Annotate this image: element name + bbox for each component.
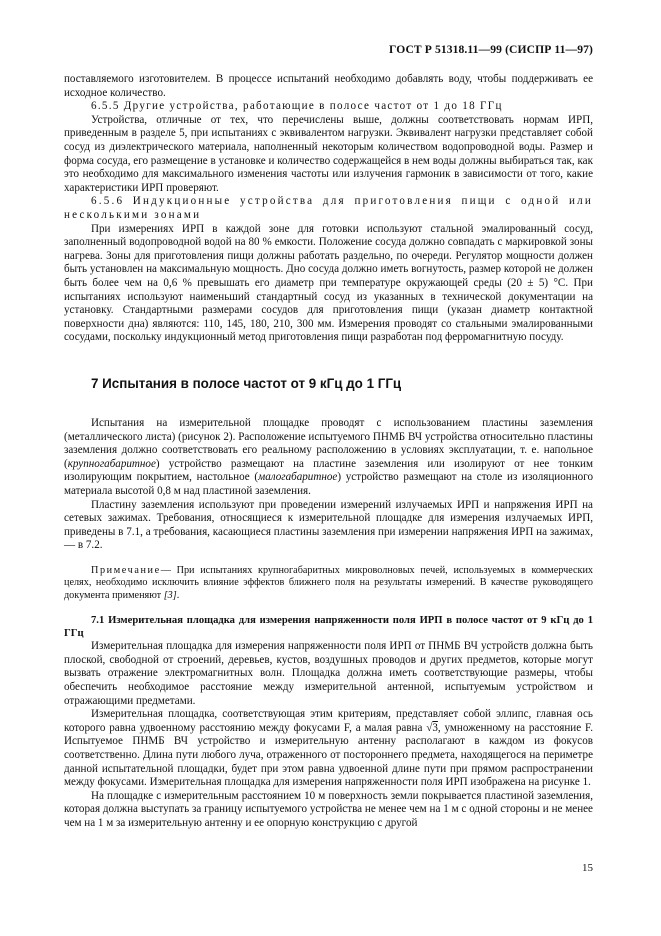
subsection-6-5-6-text: При измерениях ИРП в каждой зоне для готовки используют стальной эмалированный сосуд, заполненный водопроводной водой на 80 % емкости. Положение сосуда должно совпадать с маркировкой зоны нагрева. Зоны для приготовления пищи должны работать раздельно, по очереди. Регулятор мощности должен быть установлен на максимальную мощность. Дно сосуда должно иметь вогнутость, размер которой не должен быть более чем на 0,6 % превышать его диаметр при температуре окружающей среды (20 ± 5) °С. При испытаниях используют наименьший стандартный сосуд из указанных в технической документации на установку. Стандартными размерами сосудов для приготовления пищи (указан диаметр контактной поверхности дна) являются: 110, 145, 180, 210, 300 мм. Измерения проводят со стальными эмалированными сосудами, поскольку индукционный метод приготовления пищи разработан под ферромагнитную посуду. xyxy=(64,222,593,344)
section-7-paragraph-1: Испытания на измерительной площадке проводят с использованием пластины заземления (металлического листа) (рисунок 2). Расположение испытуемого ПНМБ ВЧ устройства относительно пластины заземления должно соответствовать его реальному расположению в условиях эксплуатации, т. е. напольное (крупногабаритное) устройство размещают на пластине заземления или изолируют от нее тонким изолирующим покрытием, настольное (малогабаритное) устройство размещают на столе из изоляционного материала высотой 0,8 м над пластиной заземления. xyxy=(64,417,593,497)
note-label: Примечание xyxy=(91,564,161,576)
subsection-6-5-6-heading: 6.5.6 Индукционные устройства для приготовления пищи с одной или несколькими зонами xyxy=(64,195,593,221)
section-7-body xyxy=(64,417,593,830)
paragraph-continuation: поставляемого изготовителем. В процессе испытаний необходимо добавлять воду, чтобы поддерживать ее исходное количество. xyxy=(64,73,593,99)
top-section xyxy=(64,73,593,345)
running-header: ГОСТ Р 51318.11—99 (СИСПР 11—97) xyxy=(389,43,593,56)
subsection-7-1-heading: 7.1 Измерительная площадка для измерения напряженности поля ИРП в полосе частот от 9 кГц до 1 ГГц xyxy=(64,615,593,640)
section-7-paragraph-2: Пластину заземления используют при проведении измерений излучаемых ИРП и напряжения ИРП на сетевых зажимах. Требования, относящиеся к измерительной площадке для измерения излучаемых ИРП, приведены в 7.1, а требования, касающиеся пластины заземления при измерении напряжения ИРП на зажимах, — в 7.2. xyxy=(64,498,593,552)
subsection-7-1-paragraph-1: Измерительная площадка для измерения напряженности поля ИРП от ПНМБ ВЧ устройств должна быть плоской, свободной от строений, деревьев, кустов, воздушных проводов и других предметов, которые могут вызвать отражение электромагнитных волн. Площадка должна иметь соответствующие размеры, чтобы обеспечить необходимое расстояние между измерительной антенной, испытуемым устройством и отражающими предметами. xyxy=(64,640,593,707)
subsection-6-5-5-text: Устройства, отличные от тех, что перечислены выше, должны соответствовать нормам ИРП, приведенным в разделе 5, при испытаниях с эквивалентом нагрузки. Эквивалент нагрузки представляет собой сосуд из диэлектрического материала, наполненный некоторым количеством водопроводной воды. Размер и форма сосуда, его размещение в установке и количество содержащейся в нем воды должны выбираться так, как это необходимо для максимального изменения частоты или излучения гармоник в зависимости от того, какие характеристики ИРП проверяют. xyxy=(64,113,593,194)
subsection-7-1-paragraph-3: На площадке с измерительным расстоянием 10 м поверхность земли покрывается пластиной заземления, которая должна выступать за границу испытуемого устройства не менее чем на 1 м с одной стороны и не менее чем на 1 м за измерительную антенну и ее опорную конструкцию с другой xyxy=(64,789,593,829)
subsection-7-1-paragraph-2: Измерительная площадка, соответствующая этим критериям, представляет собой эллипс, главная ось которого равна удвоенному расстоянию между фокусами F, а малая равна √3, умноженному на расстояние F. Испытуемое ПНМБ ВЧ устройство и измерительную антенну располагают в каждом из фокусов соответственно. Длина пути любого луча, отраженного от постороннего предмета, находящегося на периметре данной испытательной площадки, будет при этом равна удвоенной длине пути при прямом распространении между фокусами. Измерительная площадка для измерения напряженности поля ИРП изображена на рисунке 1. xyxy=(64,708,593,789)
note: Примечание— При испытаниях крупногабаритных микроволновых печей, используемых в коммерческих целях, необходимо исключить влияние эффектов ближнего поля на результаты измерений. В качестве руководящего документа применяют [3]. xyxy=(64,564,593,601)
section-7 xyxy=(64,376,593,392)
subsection-6-5-5-heading: 6.5.5 Другие устройства, работающие в полосе частот от 1 до 18 ГГц xyxy=(91,100,503,113)
section-7-heading: 7 Испытания в полосе частот от 9 кГц до 1 ГГц xyxy=(91,376,402,391)
page-number: 15 xyxy=(582,862,593,875)
